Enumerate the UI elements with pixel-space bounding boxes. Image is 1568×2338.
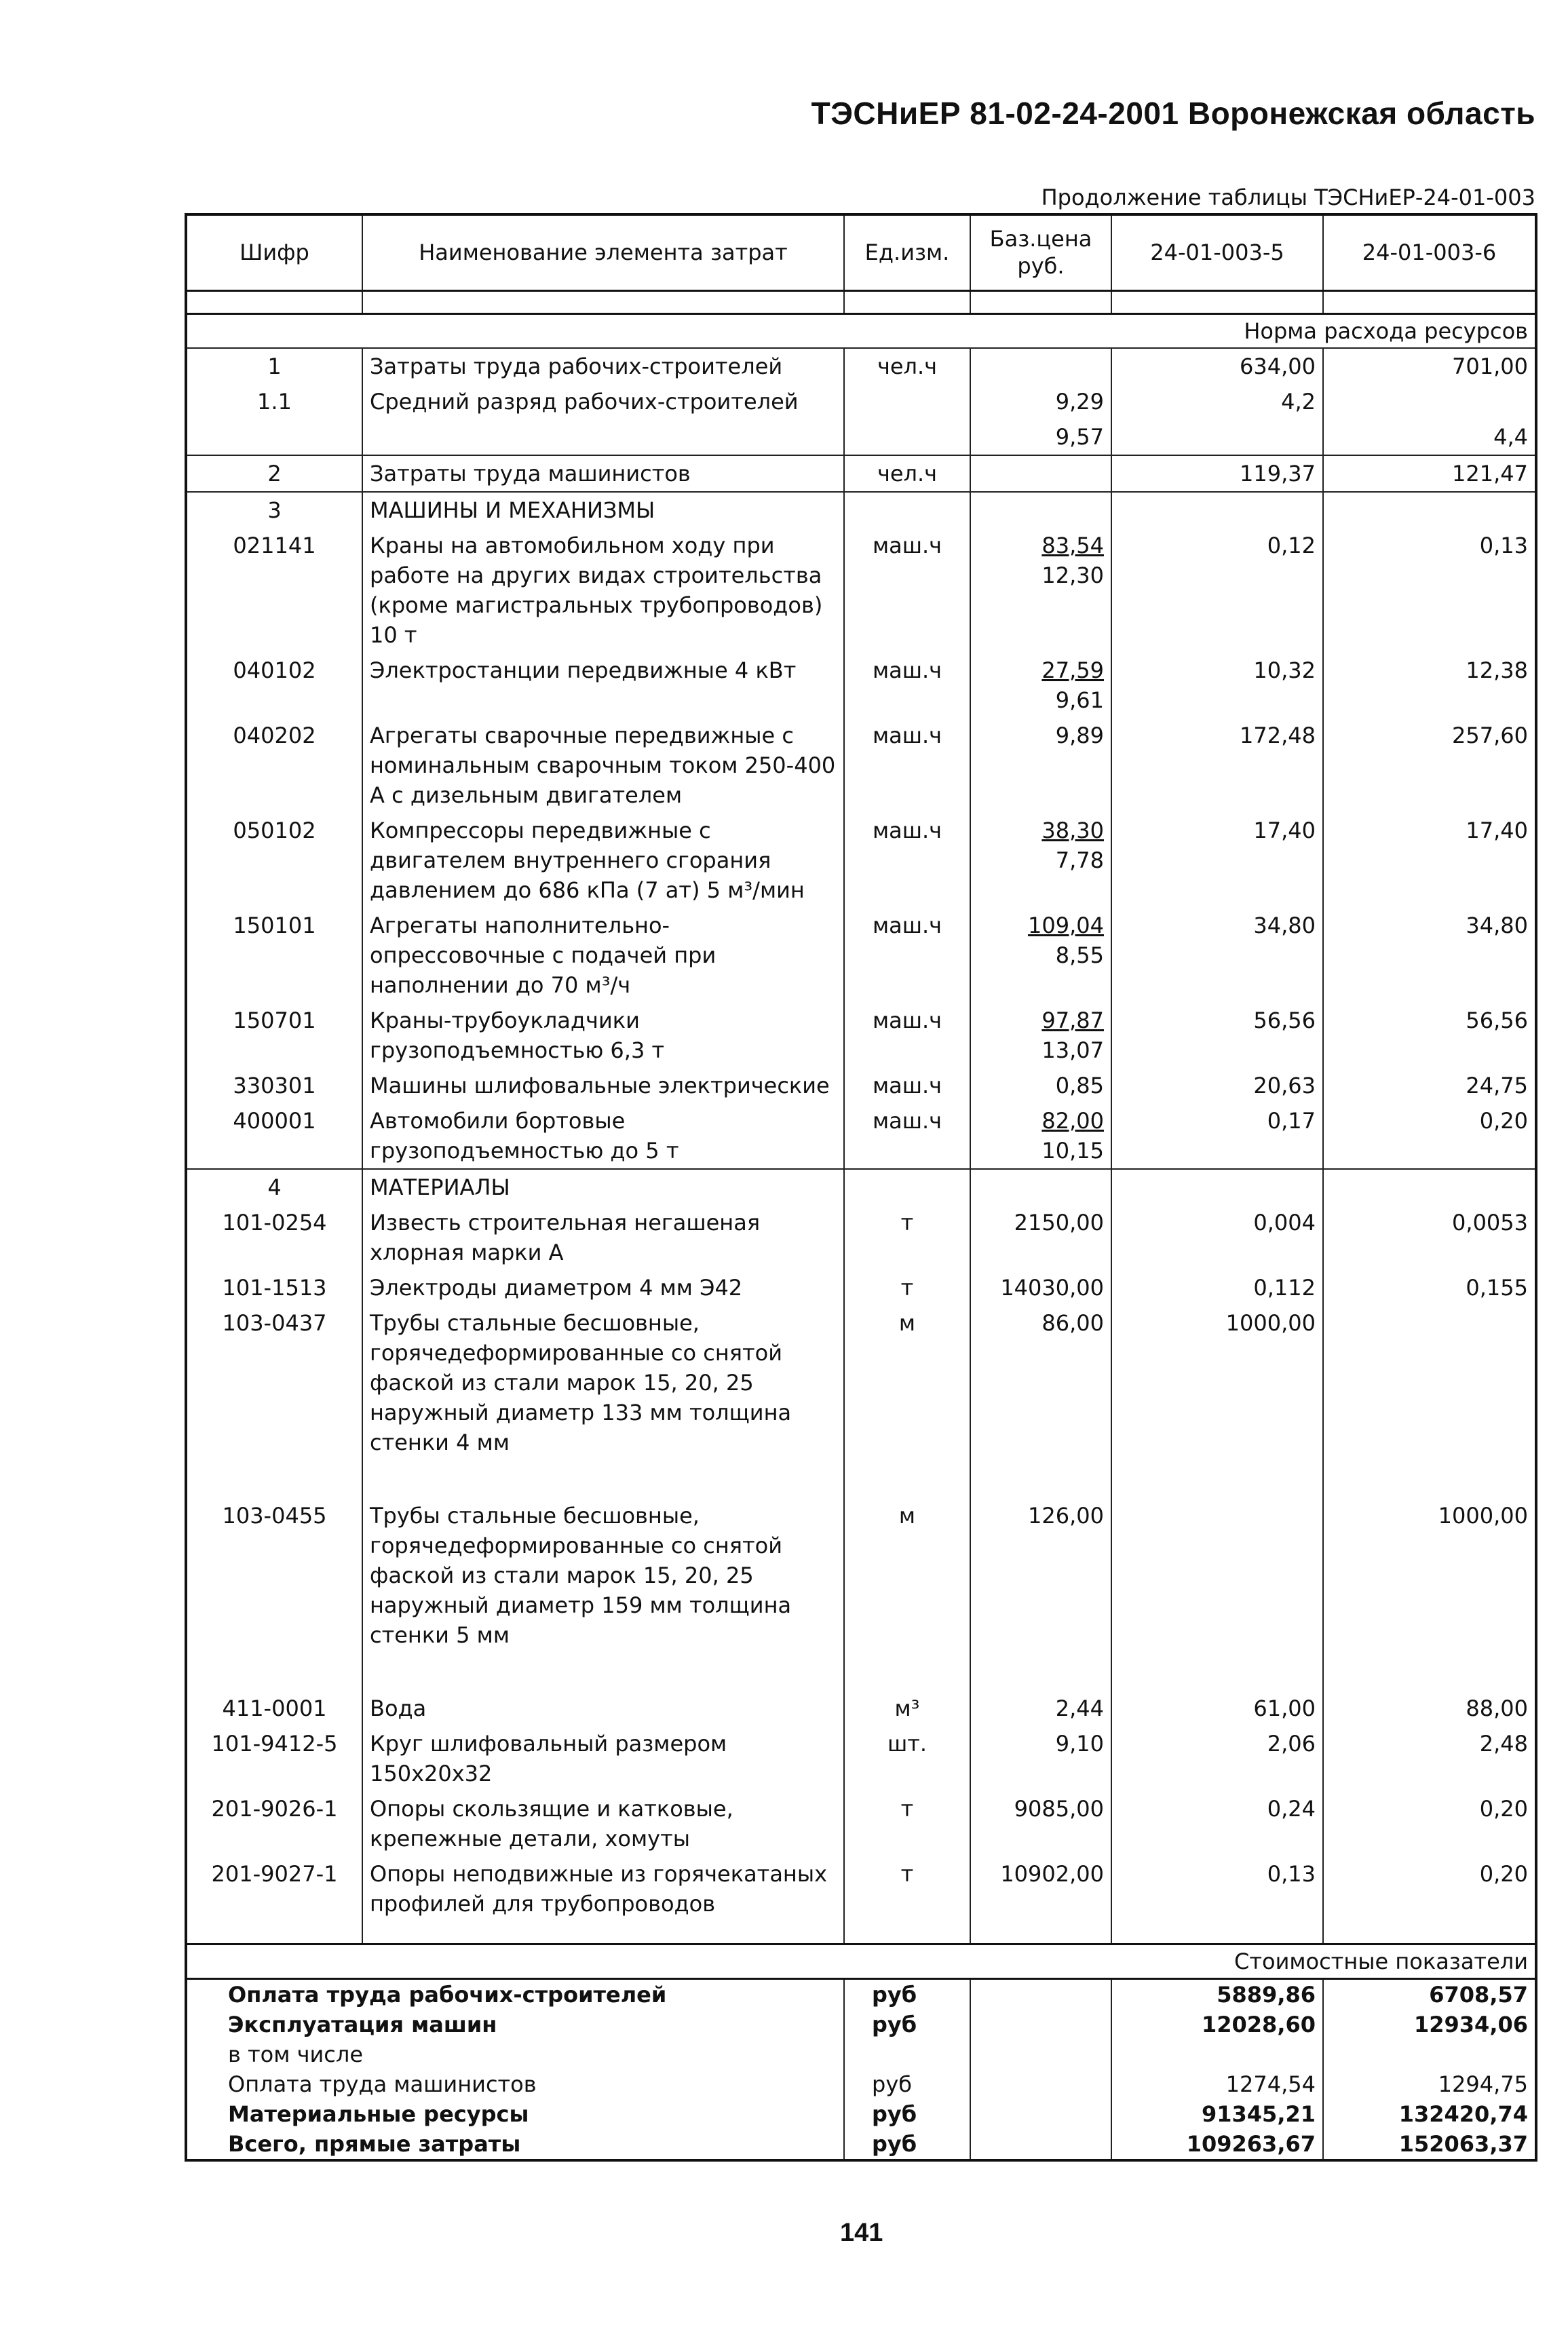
row-code: 101-9412-5 (211, 1730, 338, 1757)
cost-empty (970, 1979, 1111, 2010)
operator-wage: 9,61 (1055, 687, 1104, 713)
row-unit: м³ (844, 1691, 970, 1726)
row-code (186, 419, 362, 455)
empty-cell (1111, 492, 1323, 528)
materials-section-row (186, 1169, 1536, 1205)
row-v6 (1323, 1305, 1536, 1498)
row-code: 400001 (233, 1107, 316, 1134)
row-v5: 2,06 (1111, 1726, 1323, 1791)
spacer-cell (844, 290, 970, 313)
cost-label-row (186, 1944, 1536, 1979)
machine-row (186, 528, 1536, 653)
labor-row (186, 348, 1536, 384)
empty-cell (1323, 492, 1536, 528)
row-price: 14030,00 (970, 1270, 1111, 1305)
cost-empty (970, 2129, 1111, 2160)
row-price: 86,00 (970, 1305, 1111, 1498)
spacer-cell (1111, 290, 1323, 313)
row-price (970, 813, 1111, 908)
row-name: Затраты труда машинистов (362, 455, 844, 492)
material-row (186, 1498, 1536, 1691)
machine-row (186, 908, 1536, 1003)
spacer-row (186, 1921, 1536, 1944)
cost-row (186, 1979, 1536, 2010)
cost-unit (844, 2039, 970, 2069)
row-v5 (1111, 419, 1323, 455)
cost-v5: 91345,21 (1111, 2099, 1323, 2129)
machine-row (186, 1068, 1536, 1103)
empty-cell (970, 1169, 1111, 1205)
cost-v5: 109263,67 (1111, 2129, 1323, 2160)
row-unit: маш.ч (844, 1003, 970, 1068)
row-code: 150101 (233, 912, 316, 938)
base-price: 0,85 (1055, 1072, 1104, 1098)
cost-label-cell: Эксплуатация машин (228, 2012, 497, 2037)
row-v6: 0,20 (1323, 1856, 1536, 1921)
row-v5: 634,00 (1111, 348, 1323, 384)
row-v6: 0,155 (1323, 1270, 1536, 1305)
row-v5: 61,00 (1111, 1691, 1323, 1726)
row-unit: маш.ч (844, 653, 970, 718)
material-row (186, 1856, 1536, 1921)
spacer-cell (970, 1921, 1111, 1944)
row-unit: маш.ч (844, 1103, 970, 1169)
row-name: Средний разряд рабочих-строителей (362, 384, 844, 419)
row-v6: 0,20 (1323, 1791, 1536, 1856)
row-code: 201-9027-1 (211, 1860, 338, 1887)
row-name: Машины шлифовальные электрические (362, 1068, 844, 1103)
table-body (186, 290, 1536, 2160)
operator-wage: 8,55 (1055, 942, 1104, 968)
material-row (186, 1205, 1536, 1270)
material-row (186, 1305, 1536, 1498)
header-col5: 24-01-003-5 (1111, 214, 1323, 290)
row-unit: м (844, 1305, 970, 1498)
cost-v5: 5889,86 (1111, 1979, 1323, 2010)
row-unit (844, 419, 970, 455)
empty-cell (1323, 1169, 1536, 1205)
row-v6: 257,60 (1323, 718, 1536, 813)
row-code: 1.1 (257, 388, 292, 415)
row-v5: 0,17 (1111, 1103, 1323, 1169)
cost-v5: 12028,60 (1111, 2010, 1323, 2039)
row-v6: 701,00 (1323, 348, 1536, 384)
row-v5: 10,32 (1111, 653, 1323, 718)
cost-v6: 6708,57 (1323, 1979, 1536, 2010)
operators-row (186, 455, 1536, 492)
row-unit (844, 384, 970, 419)
norm-label-row (186, 313, 1536, 348)
section-code: 3 (186, 492, 362, 528)
row-price: 9,57 (970, 419, 1111, 455)
material-row (186, 1270, 1536, 1305)
row-name: Электростанции передвижные 4 кВт (362, 653, 844, 718)
row-code: 103-0437 (222, 1309, 327, 1336)
operator-wage: 12,30 (1041, 562, 1104, 588)
spacer-cell (362, 290, 844, 313)
row-unit: маш.ч (844, 1068, 970, 1103)
operator-wage: 7,78 (1055, 847, 1104, 873)
cost-v6: 152063,37 (1323, 2129, 1536, 2160)
page-number: 141 (840, 2219, 883, 2247)
cost-row (186, 2039, 1536, 2069)
row-price: 9,29 (970, 384, 1111, 419)
row-name: Трубы стальные бесшовные, горячедеформированные со снятой фаской из стали марок 15, 20, 25 наружный диаметр 159 мм толщина стенки 5 мм (362, 1498, 844, 1691)
cost-empty (970, 2039, 1111, 2069)
base-price: 97,87 (1041, 1007, 1104, 1033)
row-v6: 0,0053 (1323, 1205, 1536, 1270)
cost-row (186, 2129, 1536, 2160)
cost-row (186, 2010, 1536, 2039)
row-v5 (1111, 1498, 1323, 1691)
row-v5: 34,80 (1111, 908, 1323, 1003)
base-price: 38,30 (1041, 817, 1104, 843)
labor-row (186, 419, 1536, 455)
cost-label-cell: Оплата труда машинистов (228, 2071, 537, 2097)
row-price (970, 1003, 1111, 1068)
row-price (970, 908, 1111, 1003)
table-continuation-caption: Продолжение таблицы ТЭСНиЕР-24-01-003 (1041, 185, 1535, 210)
row-v5: 1000,00 (1111, 1305, 1323, 1498)
machine-row (186, 1003, 1536, 1068)
cost-label-cell: Материальные ресурсы (228, 2101, 529, 2127)
cost-label: Стоимостные показатели (186, 1944, 1536, 1979)
row-v6: 0,20 (1323, 1103, 1536, 1169)
row-v5: 0,24 (1111, 1791, 1323, 1856)
norm-label: Норма расхода ресурсов (186, 313, 1536, 348)
resource-norms-table (185, 213, 1537, 2162)
row-price (970, 455, 1111, 492)
row-v5: 20,63 (1111, 1068, 1323, 1103)
operator-wage: 13,07 (1041, 1037, 1104, 1063)
header-code: Шифр (186, 214, 362, 290)
cost-empty (970, 2099, 1111, 2129)
row-name: Агрегаты сварочные передвижные с номинальным сварочным током 250-400 А с дизельным двигателем (362, 718, 844, 813)
row-v5: 17,40 (1111, 813, 1323, 908)
empty-cell (844, 492, 970, 528)
spacer-cell (362, 1921, 844, 1944)
spacer-cell (186, 290, 362, 313)
row-name: Автомобили бортовые грузоподъемностью до 5 т (362, 1103, 844, 1169)
section-title: МАТЕРИАЛЫ (362, 1169, 844, 1205)
material-row (186, 1791, 1536, 1856)
row-v5: 119,37 (1111, 455, 1323, 492)
row-code: 411-0001 (222, 1695, 327, 1721)
row-v5: 172,48 (1111, 718, 1323, 813)
row-price: 2,44 (970, 1691, 1111, 1726)
cost-label-cell: Оплата труда рабочих-строителей (228, 1982, 667, 2008)
row-code: 021141 (233, 532, 316, 558)
cost-empty (970, 2069, 1111, 2099)
row-price: 9085,00 (970, 1791, 1111, 1856)
row-name: Краны-трубоукладчики грузоподъемностью 6,3 т (362, 1003, 844, 1068)
base-price: 27,59 (1041, 657, 1104, 683)
cost-v5 (1111, 2039, 1323, 2069)
row-v5: 0,12 (1111, 528, 1323, 653)
machine-row (186, 653, 1536, 718)
row-v6: 4,4 (1323, 419, 1536, 455)
header-base-price-line1: Баз.цена (989, 226, 1092, 252)
cost-unit: руб (844, 2069, 970, 2099)
cost-v6: 12934,06 (1323, 2010, 1536, 2039)
material-row (186, 1691, 1536, 1726)
row-unit: маш.ч (844, 813, 970, 908)
cost-v6: 1294,75 (1323, 2069, 1536, 2099)
operator-wage: 10,15 (1041, 1137, 1104, 1164)
row-v6: 88,00 (1323, 1691, 1536, 1726)
row-unit: маш.ч (844, 528, 970, 653)
row-name: Краны на автомобильном ходу при работе на других видах строительства (кроме магистральных трубопроводов) 10 т (362, 528, 844, 653)
row-name: Известь строительная негашеная хлорная марки А (362, 1205, 844, 1270)
section-code: 4 (186, 1169, 362, 1205)
row-name: Трубы стальные бесшовные, горячедеформированные со снятой фаской из стали марок 15, 20, 25 наружный диаметр 133 мм толщина стенки 4 мм (362, 1305, 844, 1498)
row-v5: 4,2 (1111, 384, 1323, 419)
row-v6: 0,13 (1323, 528, 1536, 653)
row-name: Компрессоры передвижные с двигателем внутреннего сгорания давлением до 686 кПа (7 ат) 5 м³/мин (362, 813, 844, 908)
row-code: 101-0254 (222, 1209, 327, 1235)
table-header-row (186, 214, 1536, 290)
row-code: 050102 (233, 817, 316, 843)
machine-row (186, 718, 1536, 813)
spacer-cell (186, 1921, 362, 1944)
cost-v6: 132420,74 (1323, 2099, 1536, 2129)
cost-v5: 1274,54 (1111, 2069, 1323, 2099)
spacer-cell (1323, 290, 1536, 313)
row-unit: м (844, 1498, 970, 1691)
row-unit: маш.ч (844, 908, 970, 1003)
row-price (970, 653, 1111, 718)
machine-row (186, 813, 1536, 908)
row-v6: 1000,00 (1323, 1498, 1536, 1691)
row-unit: т (844, 1270, 970, 1305)
row-code: 040102 (233, 657, 316, 683)
empty-cell (970, 492, 1111, 528)
cost-label-cell: в том числе (228, 2042, 363, 2067)
row-price (970, 528, 1111, 653)
header-name: Наименование элемента затрат (362, 214, 844, 290)
base-price: 109,04 (1028, 912, 1104, 938)
cost-unit: руб (844, 1979, 970, 2010)
row-code: 2 (186, 455, 362, 492)
row-name (362, 419, 844, 455)
row-unit: чел.ч (844, 348, 970, 384)
cost-row (186, 2099, 1536, 2129)
row-code: 040202 (233, 722, 316, 748)
machines-section-row (186, 492, 1536, 528)
row-price (970, 1103, 1111, 1169)
base-price: 82,00 (1041, 1107, 1104, 1134)
spacer-cell (844, 1921, 970, 1944)
row-v5: 0,004 (1111, 1205, 1323, 1270)
row-v5: 0,13 (1111, 1856, 1323, 1921)
row-code: 103-0455 (222, 1502, 327, 1529)
labor-row (186, 384, 1536, 419)
row-v6 (1323, 384, 1536, 419)
row-v6: 12,38 (1323, 653, 1536, 718)
row-price: 9,10 (970, 1726, 1111, 1791)
cost-v6 (1323, 2039, 1536, 2069)
row-name: Затраты труда рабочих-строителей (362, 348, 844, 384)
cost-unit: руб (844, 2129, 970, 2160)
header-base-price (970, 214, 1111, 290)
row-name: Агрегаты наполнительно-опрессовочные с подачей при наполнении до 70 м³/ч (362, 908, 844, 1003)
base-price: 83,54 (1041, 532, 1104, 558)
row-name: Круг шлифовальный размером 150х20х32 (362, 1726, 844, 1791)
row-code: 330301 (233, 1072, 316, 1098)
row-v6: 17,40 (1323, 813, 1536, 908)
row-unit: т (844, 1205, 970, 1270)
cost-label-cell: Всего, прямые затраты (228, 2131, 521, 2157)
row-code: 1 (267, 353, 282, 379)
row-unit: т (844, 1856, 970, 1921)
header-col6: 24-01-003-6 (1323, 214, 1536, 290)
row-name: Вода (362, 1691, 844, 1726)
row-price: 2150,00 (970, 1205, 1111, 1270)
section-title: МАШИНЫ И МЕХАНИЗМЫ (362, 492, 844, 528)
row-v6: 56,56 (1323, 1003, 1536, 1068)
spacer-row (186, 290, 1536, 313)
row-price: 10902,00 (970, 1856, 1111, 1921)
row-code: 101-1513 (222, 1274, 327, 1301)
row-v6: 2,48 (1323, 1726, 1536, 1791)
row-unit: т (844, 1791, 970, 1856)
document-title: ТЭСНиЕР 81-02-24-2001 Воронежская область (811, 96, 1535, 131)
row-v6: 24,75 (1323, 1068, 1536, 1103)
row-price (970, 348, 1111, 384)
base-price: 9,89 (1055, 722, 1104, 748)
row-unit: маш.ч (844, 718, 970, 813)
row-price: 126,00 (970, 1498, 1111, 1691)
row-name: Опоры неподвижные из горячекатаных профилей для трубопроводов (362, 1856, 844, 1921)
row-v6: 121,47 (1323, 455, 1536, 492)
cost-unit: руб (844, 2099, 970, 2129)
row-unit: шт. (844, 1726, 970, 1791)
row-name: Опоры скользящие и катковые, крепежные детали, хомуты (362, 1791, 844, 1856)
header-unit: Ед.изм. (844, 214, 970, 290)
row-v5: 0,112 (1111, 1270, 1323, 1305)
machine-row (186, 1103, 1536, 1169)
empty-cell (1111, 1169, 1323, 1205)
row-price (970, 718, 1111, 813)
row-price (970, 1068, 1111, 1103)
row-name: Электроды диаметром 4 мм Э42 (362, 1270, 844, 1305)
row-unit: чел.ч (844, 455, 970, 492)
spacer-cell (970, 290, 1111, 313)
cost-row (186, 2069, 1536, 2099)
row-v5: 56,56 (1111, 1003, 1323, 1068)
spacer-cell (1111, 1921, 1323, 1944)
cost-unit: руб (844, 2010, 970, 2039)
empty-cell (844, 1169, 970, 1205)
row-code: 150701 (233, 1007, 316, 1033)
material-row (186, 1726, 1536, 1791)
cost-empty (970, 2010, 1111, 2039)
spacer-cell (1323, 1921, 1536, 1944)
row-code: 201-9026-1 (211, 1795, 338, 1822)
header-base-price-line2: руб. (1017, 253, 1065, 280)
row-v6: 34,80 (1323, 908, 1536, 1003)
